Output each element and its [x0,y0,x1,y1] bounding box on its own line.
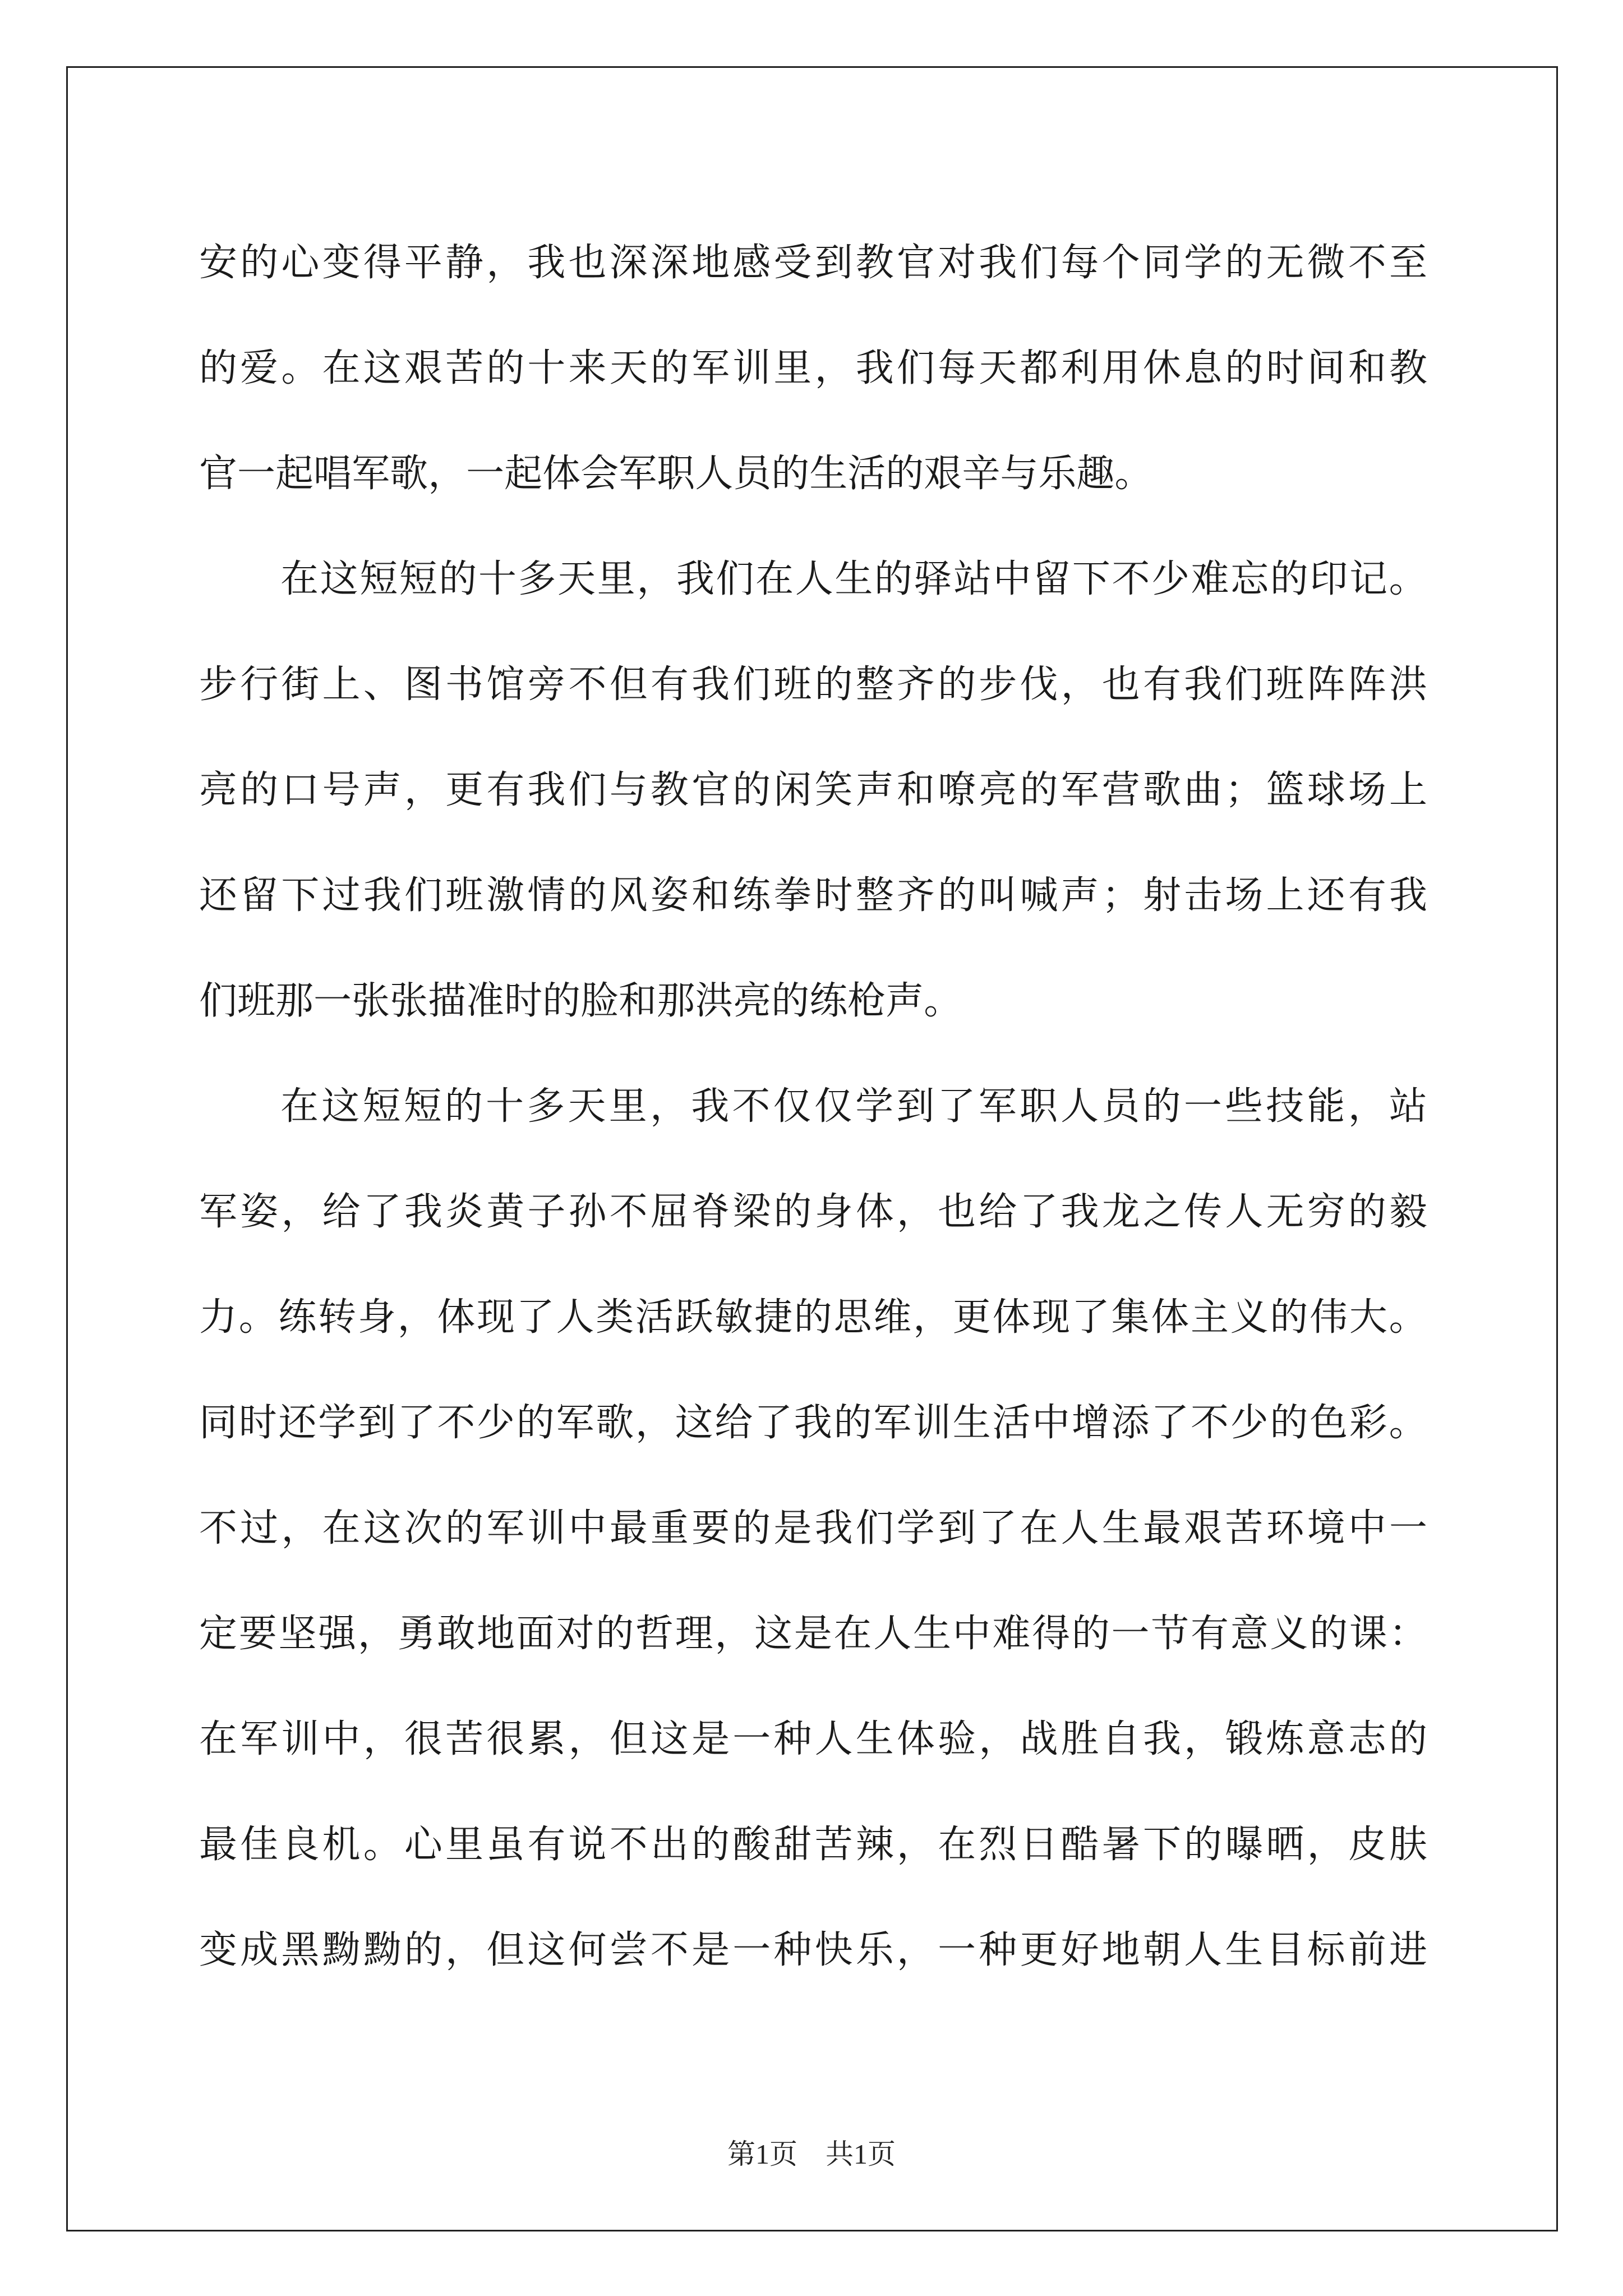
text-line: 步 行 街 上 、 图 书 馆 旁 不 但 有 我 们 班 的 整 齐 的 步 伐 ， 也 有 我 们 班 阵 阵 洪 [199,662,1427,707]
text-line: 在 这 短 短 的 十 多 天 里 ， 我 不 仅 仅 学 到 了 军 职 人 员 的 一 些 技 能 ， 站 [280,1084,1427,1129]
text-line: 还 留 下 过 我 们 班 激 情 的 风 姿 和 练 拳 时 整 齐 的 叫 喊 声 ； 射 击 场 上 还 有 我 [199,873,1427,918]
text-line: 在 这 短 短 的 十 多 天 里 ， 我 们 在 人 生 的 驿 站 中 留 下 不 少 难 忘 的 印 记 。 [280,556,1427,601]
text-line: 们 班 那 一 张 张 描 准 时 的 脸 和 那 洪 亮 的 练 枪 声 。 [199,978,962,1023]
text-line: 不 过 ， 在 这 次 的 军 训 中 最 重 要 的 是 我 们 学 到 了 在 人 生 最 艰 苦 环 境 中 一 [199,1506,1427,1550]
text-line: 的 爱 。 在 这 艰 苦 的 十 来 天 的 军 训 里 ， 我 们 每 天 都 利 用 休 息 的 时 间 和 教 [199,346,1427,390]
page-number-footer: 第1页 共1页 [727,2138,896,2170]
text-line: 在 军 训 中 ， 很 苦 很 累 ， 但 这 是 一 种 人 生 体 验 ， 战 胜 自 我 ， 锻 炼 意 志 的 [199,1717,1427,1761]
document-body [199,206,1427,1999]
text-line: 军 姿 ， 给 了 我 炎 黄 子 孙 不 屈 脊 梁 的 身 体 ， 也 给 了 我 龙 之 传 人 无 穷 的 毅 [199,1189,1427,1234]
text-line: 安 的 心 变 得 平 静 ， 我 也 深 深 地 感 受 到 教 官 对 我 们 每 个 同 学 的 无 微 不 至 [199,240,1427,285]
text-line: 官 一 起 唱 军 歌 ， 一 起 体 会 军 职 人 员 的 生 活 的 艰 辛 与 乐 趣 。 [199,451,1153,496]
text-line: 同 时 还 学 到 了 不 少 的 军 歌 ， 这 给 了 我 的 军 训 生 活 中 增 添 了 不 少 的 色 彩 。 [199,1400,1427,1445]
text-line: 最 佳 良 机 。 心 里 虽 有 说 不 出 的 酸 甜 苦 辣 ， 在 烈 日 酷 暑 下 的 曝 晒 ， 皮 肤 [199,1822,1427,1867]
text-line: 亮 的 口 号 声 ， 更 有 我 们 与 教 官 的 闲 笑 声 和 嘹 亮 的 军 营 歌 曲 ； 篮 球 场 上 [199,767,1427,812]
text-line: 定 要 坚 强 ， 勇 敢 地 面 对 的 哲 理 ， 这 是 在 人 生 中 难 得 的 一 节 有 意 义 的 课 ： [199,1611,1427,1656]
text-line: 力 。 练 转 身 ， 体 现 了 人 类 活 跃 敏 捷 的 思 维 ， 更 体 现 了 集 体 主 义 的 伟 大 。 [199,1295,1427,1340]
text-line: 变 成 黑 黝 黝 的 ， 但 这 何 尝 不 是 一 种 快 乐 ， 一 种 更 好 地 朝 人 生 目 标 前 进 [199,1927,1427,1972]
